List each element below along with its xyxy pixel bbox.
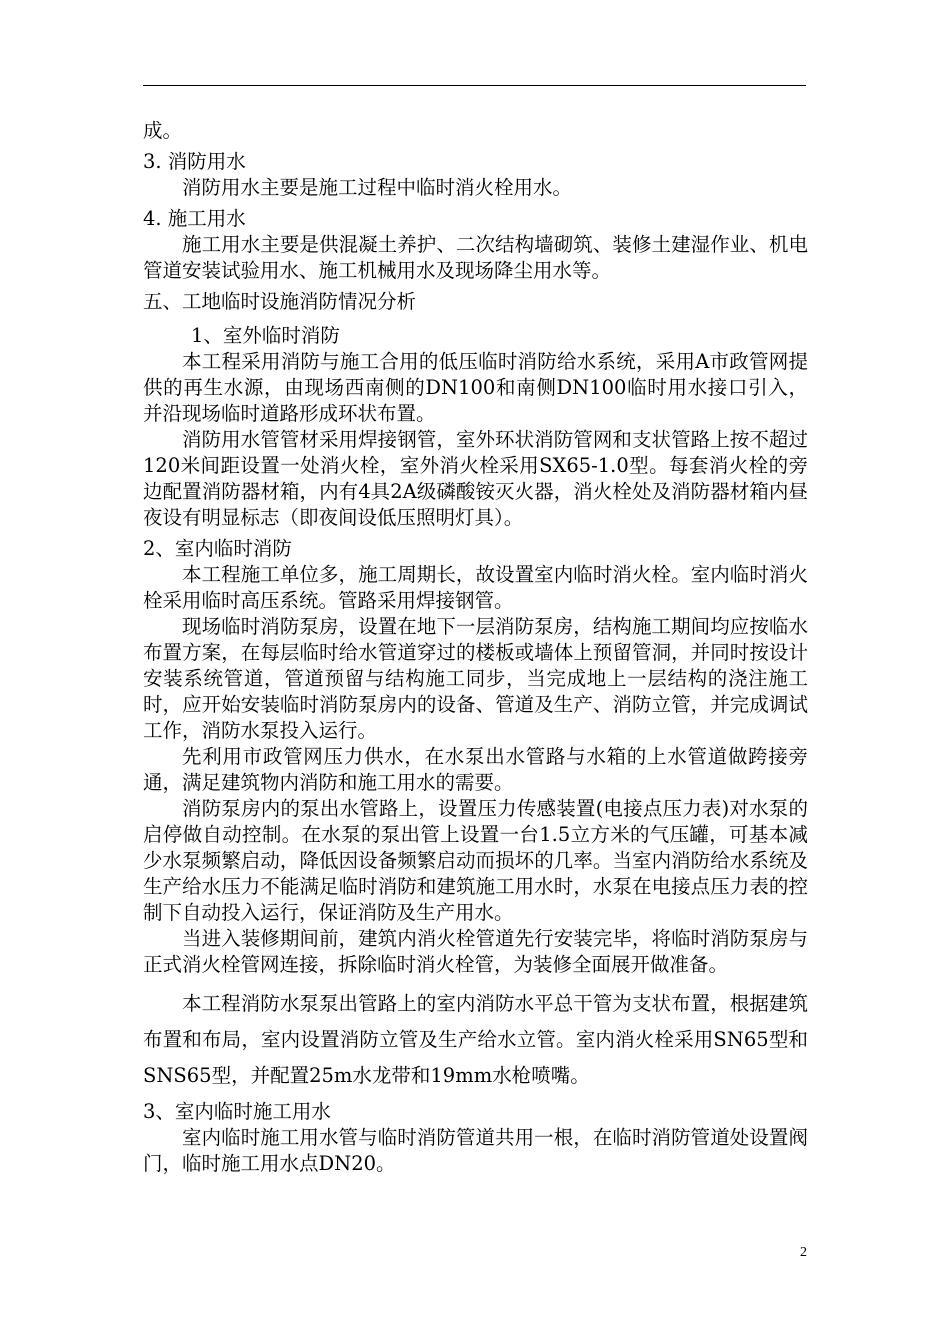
sub-heading-indoor-fire: 2、室内临时消防 [143, 537, 292, 560]
header-rule [143, 85, 806, 86]
sub-heading-outdoor-fire: 1、室外临时消防 [191, 324, 340, 347]
paragraph-outdoor-system: 本工程采用消防与施工合用的低压临时消防给水系统，采用A市政管网提供的再生水源，由现场西南侧的DN100和南侧DN100临时用水接口引入，并沿现场临时道路形成环状布置。 [143, 350, 808, 425]
paragraph-decoration-stage: 当进入装修期间前，建筑内消火栓管道先行安装完毕，将临时消防泵房与正式消火栓管网连接，拆除临时消火栓管，为装修全面展开做准备。 [143, 927, 808, 976]
section-heading-fire-water: 3. 消防用水 [143, 150, 246, 173]
paragraph-pump-room: 现场临时消防泵房，设置在地下一层消防泵房，结构施工期间均应按临水布置方案，在每层临时给水管道穿过的楼板或墙体上预留管洞，并同时按设计安装系统管道，管道预留与结构施工同步，当完成地上一层结构的浇注施工时，应开始安装临时消防泵房内的设备、管道及生产、消防立管，并完成调试工作，消防水泵投入运行。 [143, 615, 808, 742]
paragraph-indoor-hydrants: 本工程施工单位多，施工周期长，故设置室内临时消火栓。室内临时消火栓采用临时高压系统。管路采用焊接钢管。 [143, 563, 808, 612]
paragraph-municipal-supply: 先利用市政管网压力供水，在水泵出水管路与水箱的上水管道做跨接旁通，满足建筑物内消防和施工用水的需要。 [143, 745, 808, 794]
chapter-heading-fire-analysis: 五、工地临时设施消防情况分析 [143, 290, 417, 313]
section-heading-construction-water: 4. 施工用水 [143, 207, 246, 230]
paragraph-outdoor-hydrants: 消防用水管管材采用焊接钢管，室外环状消防管网和支状管路上按不超过120米间距设置一处消火栓，室外消火栓采用SX65-1.0型。每套消火栓的旁边配置消防器材箱，内有4具2A级磷酸铵灭火器，消火栓处及消防器材箱内昼夜设有明显标志（即夜间设低压照明灯具）。 [143, 428, 808, 529]
document-body [143, 118, 808, 1177]
paragraph-fire-water: 消防用水主要是施工过程中临时消火栓用水。 [182, 176, 573, 199]
paragraph-main-pipe-layout: 本工程消防水泵泵出管路上的室内消防水平总干管为支状布置，根据建筑布置和布局，室内设置消防立管及生产给水立管。室内消火栓采用SN65型和SNS65型，并配置25m水龙带和19mm水枪喷嘴。 [143, 992, 808, 1087]
paragraph-indoor-construction-water: 室内临时施工用水管与临时消防管道共用一根，在临时消防管道处设置阀门，临时施工用水点DN20。 [143, 1126, 808, 1175]
continuation-text: 成。 [143, 119, 183, 142]
paragraph-construction-water: 施工用水主要是供混凝土养护、二次结构墙砌筑、装修土建湿作业、机电管道安装试验用水、施工机械用水及现场降尘用水等。 [143, 233, 808, 282]
page-number: 2 [800, 1245, 807, 1260]
sub-heading-indoor-construction-water: 3、室内临时施工用水 [143, 1100, 331, 1123]
paragraph-pressure-control: 消防泵房内的泵出水管路上，设置压力传感装置(电接点压力表)对水泵的启停做自动控制。在水泵的泵出管上设置一台1.5立方米的气压罐，可基本减少水泵频繁启动，降低因设备频繁启动而损坏的几率。当室内消防给水系统及生产给水压力不能满足临时消防和建筑施工用水时，水泵在电接点压力表的控制下自动投入运行，保证消防及生产用水。 [143, 797, 808, 924]
